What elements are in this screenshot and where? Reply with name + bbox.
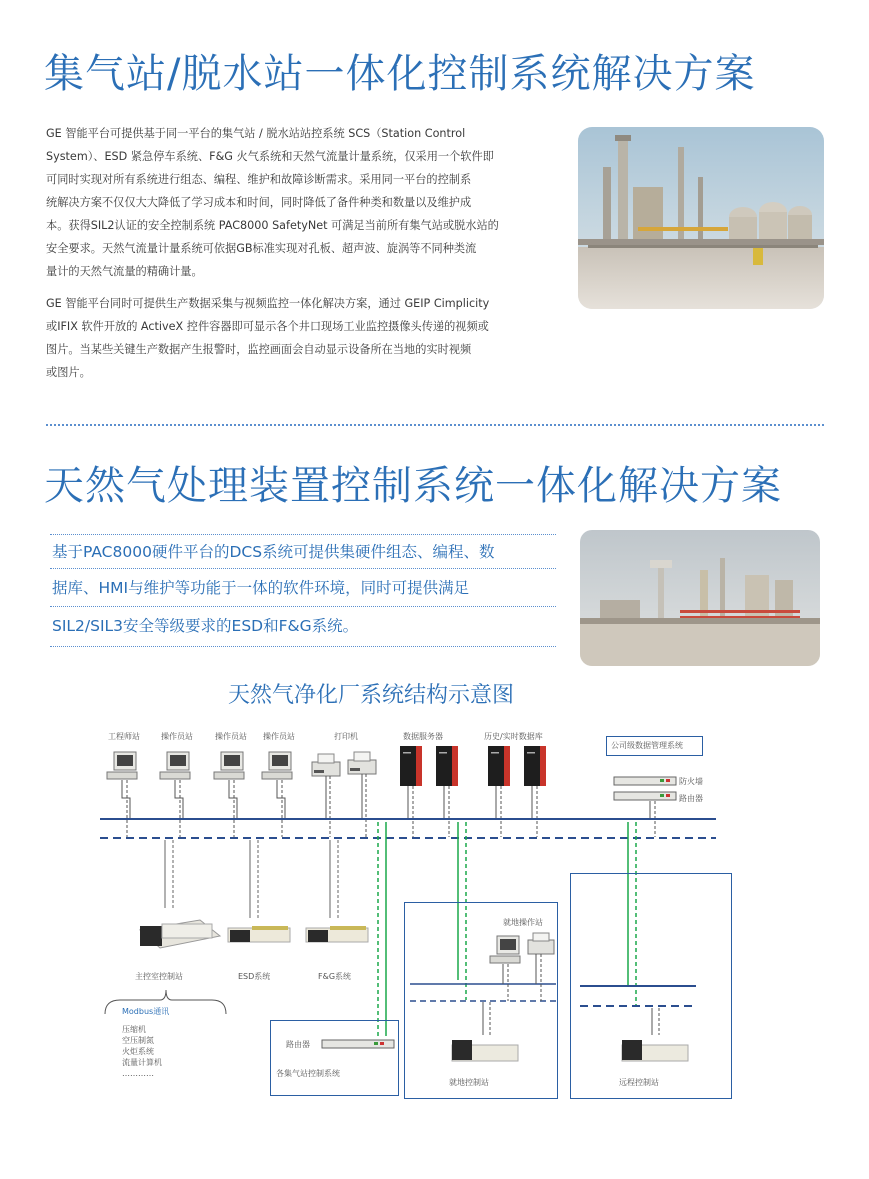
fg-system-label: F&G系统 (318, 972, 352, 981)
router-label: 路由器 (679, 794, 703, 803)
data-server-label: 数据服务器 (403, 732, 443, 741)
firewall-label: 防火墙 (679, 777, 703, 786)
router-icon (614, 792, 676, 800)
operator-workstation-icon (160, 752, 190, 779)
remote-control-station-label: 远程控制站 (619, 1078, 659, 1087)
gathering-router-label: 路由器 (286, 1040, 310, 1049)
list-item: 流量计算机 (122, 1058, 162, 1067)
highlight-top-rule (50, 534, 556, 535)
text-line: 安全要求。天然气流量计量系统可依据GB标准实现对孔板、超声波、旋涡等不同种类流 (46, 242, 477, 255)
gas-station-photo (578, 127, 824, 309)
section-divider (46, 424, 824, 426)
fg-system-icon (306, 926, 368, 942)
text-line: GE 智能平台可提供基于同一平台的集气站 / 脱水站站控系统 SCS（Station Control (46, 127, 466, 140)
gathering-stations-label: 各集气站控制系统 (276, 1069, 340, 1078)
corporate-data-label: 公司级数据管理系统 (611, 741, 683, 750)
operator-station-label: 操作员站 (215, 732, 247, 741)
printer-icon (312, 754, 340, 776)
text-line: 量计的天然气流量的精确计量。 (46, 265, 203, 278)
section2-title: 天然气处理装置控制系统一体化解决方案 (44, 463, 782, 509)
section1-paragraph-1 (46, 122, 558, 283)
section1-paragraph-2 (46, 292, 558, 384)
highlight-rule (50, 568, 556, 569)
text-line: GE 智能平台同时可提供生产数据采集与视频监控一体化解决方案，通过 GEIP Cimplicity (46, 297, 490, 310)
highlight-line: 基于PAC8000硬件平台的DCS系统可提供集硬件组态、编程、数 (52, 543, 495, 561)
engineer-station-label: 工程师站 (108, 732, 140, 741)
text-line: 图片。当某些关键生产数据产生报警时，监控画面会自动显示设备所在当地的实时视频 (46, 343, 472, 356)
esd-system-icon (228, 926, 290, 942)
modbus-label: Modbus通讯 (122, 1007, 170, 1016)
processing-plant-photo (580, 530, 820, 666)
text-line: 可同时实现对所有系统进行组态、编程、维护和故障诊断需求。采用同一平台的控制系 (46, 173, 472, 186)
operator-workstation-icon (262, 752, 292, 779)
historian-label: 历史/实时数据库 (484, 732, 543, 741)
text-line: 或IFIX 软件开放的 ActiveX 控件容器即可显示各个井口现场工业监控摄像头传递的视频或 (46, 320, 489, 333)
esd-system-label: ESD系统 (238, 972, 271, 981)
highlight-bottom-rule (50, 646, 556, 647)
text-line: 本。获得SIL2认证的安全控制系统 PAC8000 SafetyNet 可满足当前所有集气站或脱水站的 (46, 219, 499, 232)
list-item: 空压制氮 (122, 1036, 154, 1045)
printer-icon (348, 752, 376, 774)
gathering-router-icon (322, 1040, 394, 1048)
main-control-station-label: 主控室控制站 (135, 972, 183, 981)
printer-label: 打印机 (334, 732, 358, 741)
local-control-station-label: 就地控制站 (449, 1078, 489, 1087)
engineer-workstation-icon (107, 752, 137, 779)
server-icon (400, 746, 422, 786)
text-line: 统解决方案不仅仅大大降低了学习成本和时间，同时降低了备件种类和数量以及维护成 (46, 196, 472, 209)
local-control-station-icon (452, 1040, 518, 1061)
operator-station-label: 操作员站 (161, 732, 193, 741)
section1-title: 集气站/脱水站一体化控制系统解决方案 (44, 51, 756, 97)
highlight-rule (50, 606, 556, 607)
text-line: System）、ESD 紧急停车系统、F&G 火气系统和天然气流量计量系统，仅采用一个软件即 (46, 150, 494, 163)
highlight-line: 据库、HMI与维护等功能于一体的软件环境，同时可提供满足 (52, 579, 470, 597)
list-item: 压缩机 (122, 1025, 146, 1034)
highlight-line: SIL2/SIL3安全等级要求的ESD和F&G系统。 (52, 617, 359, 635)
remote-control-station-icon (622, 1040, 688, 1061)
local-operator-station-icon (490, 933, 554, 963)
server-icon (436, 746, 458, 786)
list-item: 火炬系统 (122, 1047, 154, 1056)
operator-workstation-icon (214, 752, 244, 779)
text-line: 或图片。 (46, 366, 91, 379)
diagram-title: 天然气净化厂系统结构示意图 (228, 683, 515, 708)
operator-station-label: 操作员站 (263, 732, 295, 741)
local-operator-station-label: 就地操作站 (503, 918, 543, 927)
firewall-icon (614, 777, 676, 785)
server-icon (488, 746, 510, 786)
modbus-device-list (122, 1024, 162, 1079)
server-icon (524, 746, 546, 786)
list-item: ………… (122, 1069, 154, 1078)
main-control-station-icon (140, 920, 220, 948)
